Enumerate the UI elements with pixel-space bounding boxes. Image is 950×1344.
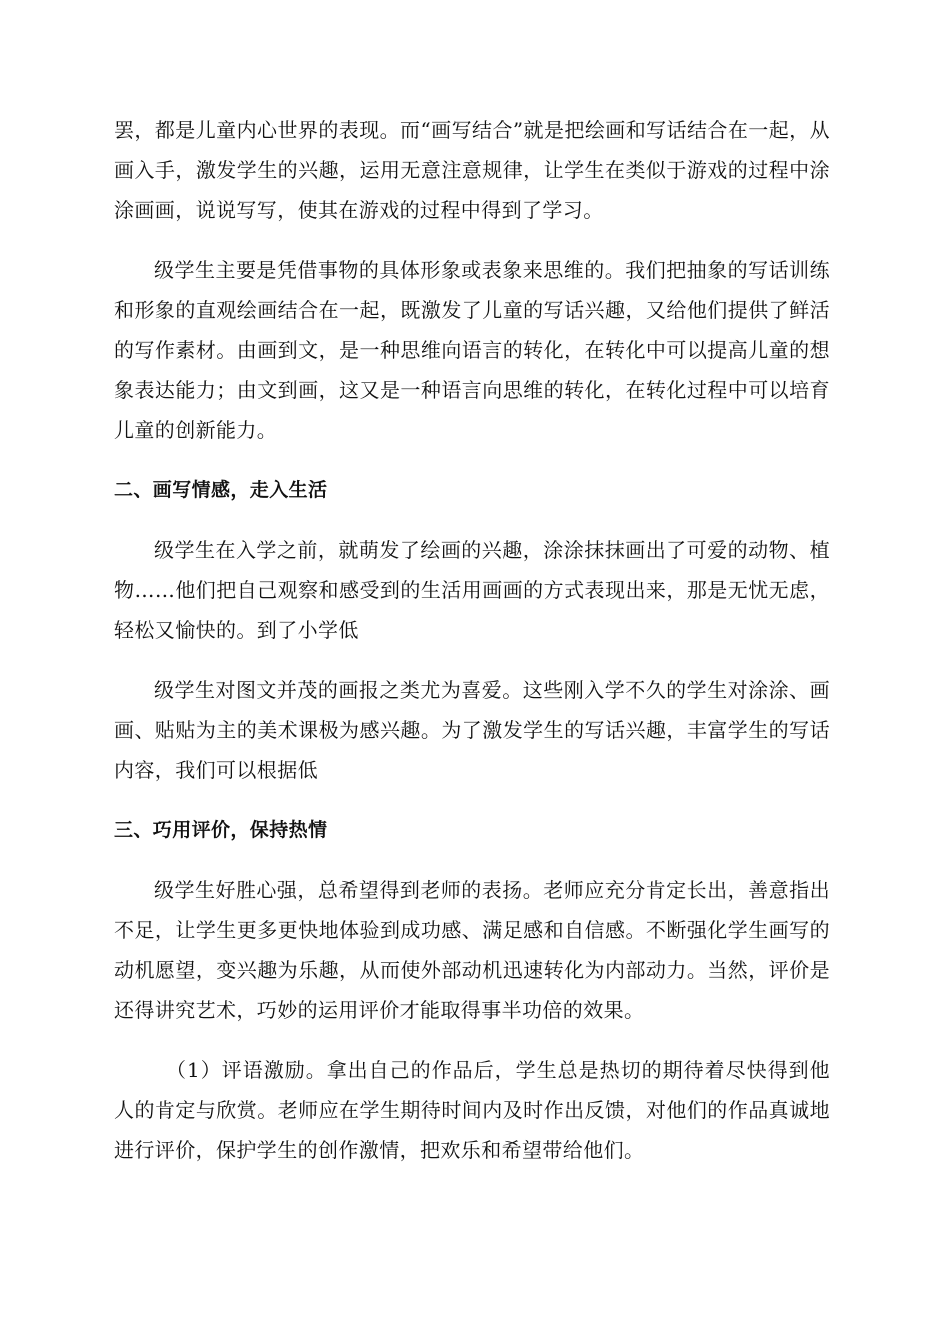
section-heading-2: 二、画写情感，走入生活 bbox=[114, 479, 328, 501]
paragraph-picture-books: 级学生对图文并茂的画报之类尤为喜爱。这些刚入学不久的学生对涂涂、画画、贴贴为主的美术课极为感兴趣。为了激发学生的写话兴趣，丰富学生的写话内容，我们可以根据低 bbox=[114, 678, 830, 782]
document-body bbox=[114, 110, 830, 1190]
section-heading-3: 三、巧用评价，保持热情 bbox=[114, 819, 328, 841]
paragraph-intro-continued: 罢，都是儿童内心世界的表现。而“画写结合”就是把绘画和写话结合在一起，从画入手，激发学生的兴趣，运用无意注意规律，让学生在类似于游戏的过程中涂涂画画，说说写写，使其在游戏的过程中得到了学习。 bbox=[114, 118, 830, 222]
paragraph-comment-encouragement: （1）评语激励。拿出自己的作品后，学生总是热切的期待着尽快得到他人的肯定与欣赏。老师应在学生期待时间内及时作出反馈，对他们的作品真诚地进行评价，保护学生的创作激情，把欢乐和希望带给他们。 bbox=[114, 1058, 830, 1162]
paragraph-drawing-interest: 级学生在入学之前，就萌发了绘画的兴趣，涂涂抹抹画出了可爱的动物、植物……他们把自己观察和感受到的生活用画画的方式表现出来，那是无忧无虑，轻松又愉快的。到了小学低 bbox=[114, 538, 830, 642]
paragraph-evaluation: 级学生好胜心强，总希望得到老师的表扬。老师应充分肯定长出，善意指出不足，让学生更多更快地体验到成功感、满足感和自信感。不断强化学生画写的动机愿望，变兴趣为乐趣，从而使外部动机迅速转化为内部动力。当然，评价是还得讲究艺术，巧妙的运用评价才能取得事半功倍的效果。 bbox=[114, 878, 830, 1022]
paragraph-thinking: 级学生主要是凭借事物的具体形象或表象来思维的。我们把抽象的写话训练和形象的直观绘画结合在一起，既激发了儿童的写话兴趣，又给他们提供了鲜活的写作素材。由画到文，是一种思维向语言的转化，在转化中可以提高儿童的想象表达能力；由文到画，这又是一种语言向思维的转化，在转化过程中可以培育儿童的创新能力。 bbox=[114, 258, 830, 442]
